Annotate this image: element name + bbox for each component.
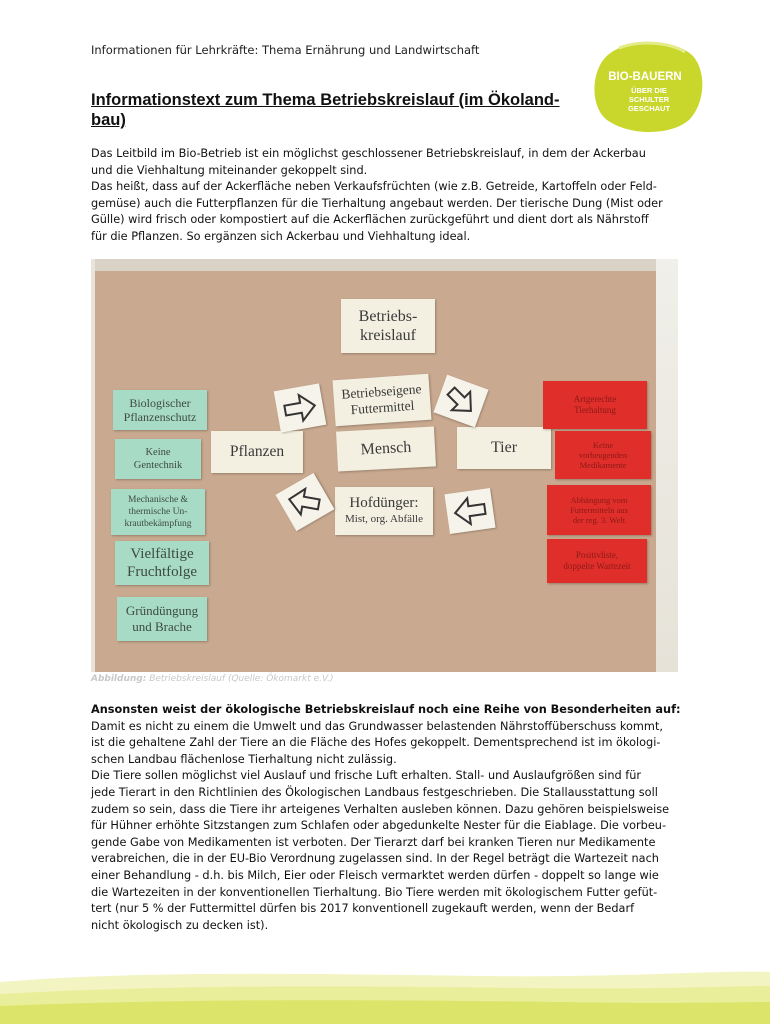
bio-bauern-logo <box>589 40 703 132</box>
photo-wall-right <box>656 259 678 672</box>
section-line: Damit es nicht zu einem die Umwelt und das Grundwasser belastenden Nährstoffüberschuss kommt, <box>91 719 663 733</box>
card-biologischer-pflanzenschutz <box>113 390 207 430</box>
card-text: Futtermitteln aus <box>570 505 628 515</box>
card-text: Positivliste, <box>575 550 619 560</box>
section-line: die Wartezeiten in der konventionellen Tierhaltung. Bio Tiere werden mit ökologischem Futter gefüt- <box>91 885 658 899</box>
section-line: gende Gabe von Medikamenten ist verboten. Der Tierarzt darf bei kranken Tieren nur Medikamente <box>91 835 656 849</box>
card-text: Betriebs- <box>358 308 418 325</box>
arrow-up-left-icon <box>275 473 334 531</box>
card-text: Fruchtfolge <box>127 564 197 580</box>
section-line: jede Tierart in den Richtlinien des Ökologischen Landbaus festgeschrieben. Die Stallausstattung soll <box>91 785 658 799</box>
arrow-down-right-icon <box>433 375 488 428</box>
intro-line: gemüse) auch die Futterpflanzen für die Tierhaltung angebaut werden. Der tierische Dung (Mist oder <box>91 196 663 210</box>
besonderheiten-section <box>91 702 681 934</box>
logo-text-2: ÜBER DIE <box>631 86 667 95</box>
intro-line: und die Viehhaltung miteinander gekoppelt sind. <box>91 163 368 177</box>
card-keine-medikamente <box>555 431 651 479</box>
card-text: doppelte Wartezeit <box>563 561 631 571</box>
logo-blob-icon <box>589 40 703 132</box>
section-line: tert (nur 5 % der Futtermittel dürfen bis 2017 konventionell zugekauft werden, wenn der Bedarf <box>91 902 635 916</box>
card-pflanzen <box>211 431 303 473</box>
card-hofduenger <box>335 487 433 535</box>
card-text: Keine <box>145 447 171 458</box>
card-text: krautbekämpfung <box>124 519 192 529</box>
section-line: schen Landbau flächenlose Tierhaltung nicht zulässig. <box>91 752 397 766</box>
card-text: Mensch <box>360 438 412 459</box>
card-text: Pflanzenschutz <box>123 410 197 424</box>
card-betriebseigene-futtermittel <box>333 374 432 427</box>
card-mensch <box>336 426 436 471</box>
intro-line: Das heißt, dass auf der Ackerfläche neben Verkaufsfrüchten (wie z.B. Getreide, Kartoffeln oder Feld- <box>91 180 657 193</box>
card-text: und Brache <box>132 619 192 634</box>
section-line: einer Behandlung - d.h. bis Milch, Eier oder Fleisch vermarktet werden dürfen - doppelt so lange wie <box>91 868 659 882</box>
arrow-left-icon <box>444 488 495 534</box>
card-text: vorbeugenden <box>578 450 628 460</box>
card-keine-gentechnik <box>115 439 201 479</box>
section-line: nicht ökologisch zu decken ist). <box>91 918 269 932</box>
title-line-2: bau) <box>91 111 126 129</box>
card-text: Medikamente <box>579 460 627 470</box>
card-positivliste <box>547 539 647 583</box>
card-text: Gründüngung <box>125 603 199 618</box>
card-text: Biologischer <box>129 396 191 410</box>
card-text: Mist, org. Abfälle <box>344 513 423 525</box>
photo-wall-left <box>91 259 95 672</box>
card-text: Keine <box>592 440 614 450</box>
photo-wall-top <box>91 259 678 271</box>
intro-line: Das Leitbild im Bio-Betrieb ist ein möglichst geschlossener Betriebskreislauf, in dem der Ackerbau <box>91 147 646 160</box>
card-text: Pflanzen <box>229 443 285 460</box>
intro-paragraph <box>91 146 681 245</box>
card-text: Vielfältige <box>130 546 194 562</box>
card-text: kreislauf <box>360 327 416 344</box>
card-text: Mechanische & <box>128 495 188 505</box>
document-title <box>91 90 561 130</box>
section-line: zudem so sein, dass die Tiere ihr arteigenes Verhalten ausleben können. Dazu gehören beispielsweise <box>91 802 670 816</box>
intro-line: Gülle) wird frisch oder kompostiert auf die Ackerflächen zurückgeführt und dient dort als Nährstoff <box>91 213 649 226</box>
card-text: Tierhaltung <box>574 405 616 415</box>
card-text: der reg. 3. Welt <box>572 515 626 525</box>
card-vielfaeltige-fruchtfolge <box>115 541 209 585</box>
figure-caption <box>91 674 334 684</box>
section-line: ist die gehaltene Zahl der Tiere an die Fläche des Hofes gekoppelt. Dementsprechend ist im ökologi- <box>91 736 661 750</box>
section-line: verabreichen, die in der EU-Bio Verordnung zugelassen sind. In der Regel beträgt die Wartezeit nach <box>91 852 659 866</box>
card-text: Betriebseigene <box>340 381 422 402</box>
card-text: Artgerechte <box>573 394 617 404</box>
card-text: Futtermittel <box>350 397 415 418</box>
card-text: Gentechnik <box>133 460 183 471</box>
header-line: Informationen für Lehrkräfte: Thema Ernährung und Landwirtschaft <box>91 43 480 57</box>
logo-text-1: BIO-BAUERN <box>608 71 682 83</box>
card-artgerechte-tierhaltung <box>543 381 647 429</box>
intro-line: für die Pflanzen. So ergänzen sich Ackerbau und Viehhaltung ideal. <box>91 229 471 243</box>
caption-label: Abbildung: <box>91 674 147 684</box>
section-heading: Ansonsten weist der ökologische Betriebskreislauf noch eine Reihe von Besonderheiten auf: <box>91 703 681 716</box>
card-gruenduengung-brache <box>117 597 207 641</box>
card-mechanische-unkrautbekaempfung <box>111 489 205 535</box>
section-line: Die Tiere sollen möglichst viel Auslauf und frische Luft erhalten. Stall- und Auslaufgrößen sind für <box>91 769 642 783</box>
betriebskreislauf-photo <box>91 259 678 672</box>
logo-text-4: GESCHAUT <box>627 104 671 113</box>
card-text: Tier <box>490 439 518 456</box>
section-line: für Hühner erhöhte Sitzstangen zum Schlafen oder abgedunkelte Nester für die Eiablage. Die vorbeu- <box>91 819 667 833</box>
arrow-right-icon <box>274 383 327 432</box>
caption-text: Betriebskreislauf (Quelle: Ökomarkt e.V.) <box>146 674 334 684</box>
card-text: thermische Un- <box>128 507 188 517</box>
card-futtermittel-dritte-welt <box>547 485 651 535</box>
card-betriebskreislauf <box>341 299 435 353</box>
card-text: Abhängung vom <box>570 495 628 505</box>
card-tier <box>457 427 551 469</box>
footer-wave-decoration <box>0 960 770 1024</box>
card-text: Hofdünger: <box>349 495 419 511</box>
logo-text-3: SCHULTER <box>628 95 670 104</box>
title-line-1: Informationstext zum Thema Betriebskreislauf (im Ökoland- <box>91 91 560 109</box>
